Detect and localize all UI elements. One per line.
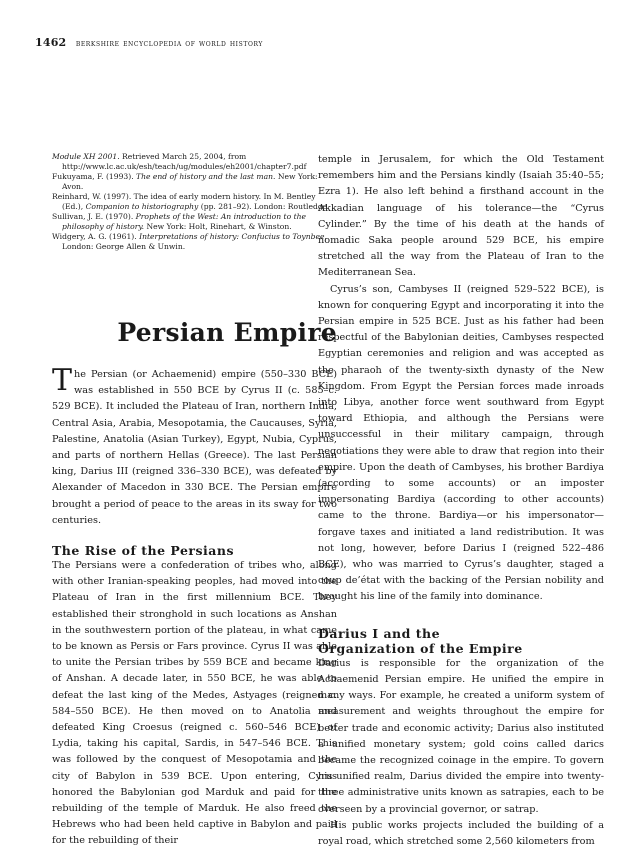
article-title: Persian Empire (117, 318, 337, 347)
section-darius (318, 626, 604, 850)
reference-item: Sullivan, J. E. (1970). Prophets of the West: An introduction to the philosophy of history. New York: Holt, Rinehart, & Winston. (52, 212, 307, 231)
section-rise (52, 543, 337, 850)
references-list (52, 152, 337, 252)
section-heading: Darius I and the Organization of the Empire (318, 625, 523, 656)
reference-item: Module XH 2001. Retrieved March 25, 2004, from http://www.lc.ac.uk/esh/teach/ug/modules/eh2001/chapter7.pdf (52, 152, 307, 171)
section-paragraph: Darius is responsible for the organization of the Achaemenid Persian empire. He unified the empire in many ways. For example, he created a uniform system of measurement and weights throughout the empire for better trade and economic activity; Darius also instituted a unified monetary system; gold coins called darics became the recognized coinage in the empire. To govern his unified realm, Darius divided the empire into twenty-three administrative units known as satrapies, each to be overseen by a provincial governor, or satrap. (318, 657, 604, 815)
drop-cap: T (52, 363, 73, 398)
section-paragraph: Cyrus’s son, Cambyses II (reigned 529–522 BCE), is known for conquering Egypt and incorporating it into the Persian empire in 525 BCE. Just as his father had been respectful of the Babylonian deities, Cambyses respected Egyptian ceremonies and religion and was accepted as the pharaoh of the twenty-sixth dynasty of the New Kingdom. From Egypt the Persian forces made inroads into Libya, another force went southward from Egypt toward Ethiopia, and although the Persians were unsuccessful in their military campaign, through negotiations they were able to draw that region into their empire. Upon the death of Cambyses, his brother Bardiya (according to some accounts) or an imposter impersonating Bardiya (according to other accounts) came to the throne. Bardiya—or his impersonator—forgave taxes and initiated a land redistribution. It was not long, however, before Darius I (reigned 522–486 BCE), who was married to Cyrus’s daughter, staged a coup de’état with the backing of the Persian nobility and brought his line of the family into dominance. (318, 283, 604, 603)
section-paragraph: The Persians were a confederation of tribes who, along with other Iranian-speaking peoples, had moved into the Plateau of Iran in the first millennium BCE. They established their stronghold in such locations as Anshan in the southwestern portion of the plateau, in what came to be known as Persis or Fars province. Cyrus II was able to unite the Persian tribes by 559 BCE and became king of Anshan. A decade later, in 550 BCE, he was able to defeat the last king of the Medes, Astyages (reigned c. 584–550 BCE). He then moved on to Anatolia and defeated King Croesus (reigned c. 560–546 BCE) of Lydia, taking his capital, Sardis, in 547–546 BCE. This was followed by the conquest of Mesopotamia and the city of Babylon in 539 BCE. Upon entering, Cyrus honored the Babylonian god Marduk and paid for the rebuilding of the temple of Marduk. He also freed the Hebrews who had been held captive in Babylon and paid for the rebuilding of their (52, 560, 337, 847)
running-title: berkshire encyclopedia of world history (75, 39, 263, 49)
section-paragraph: His public works projects included the building of a royal road, which stretched some 2,560 kilometers from (318, 819, 604, 847)
section-paragraph-continued: temple in Jerusalem, for which the Old Testament remembers him and the Persians kindly (Isaiah 35:40–55; Ezra 1). He also left behind a firsthand account in the Akkadian language of his tolerance—the “Cyrus Cylinder.” By the time of his death at the hands of nomadic Saka people around 529 BCE, his empire stretched all the way from the Plateau of Iran to the Mediterranean Sea. (318, 154, 604, 279)
reference-item: Fukuyama, F. (1993). The end of history and the last man. New York: Avon. (52, 172, 318, 191)
right-column (318, 152, 604, 850)
intro-paragraph: The Persian (or Achaemenid) empire (550–330 BCE) was established in 550 BCE by Cyrus II (c. 585–c. 529 BCE). It included the Plateau of Iran, northern India, Central Asia, Arabia, Mesopotamia, the Caucauses, Syria, Palestine, Anatolia (Asian Turkey), Egypt, Nubia, Cyprus, and parts of northern Hellas (Greece). The last Persian king, Darius III (reigned 336–330 BCE), was defeated by Alexander of Macedon in 330 BCE. The Persian empire brought a period of peace to the areas in its sway for two centuries. (52, 363, 337, 526)
running-head (35, 36, 263, 49)
reference-item: Widgery, A. G. (1961). Interpretations of history: Confucius to Toynbee. London: George Allen & Unwin. (52, 232, 327, 251)
left-column (52, 152, 337, 850)
section-heading: The Rise of the Persians (52, 543, 235, 559)
reference-item: Reinhard, W. (1997). The idea of early modern history. In M. Bentley (Ed.), Companion to historiography (pp. 281–92). London: Routledge. (52, 192, 330, 211)
page-number: 1462 (35, 36, 67, 49)
